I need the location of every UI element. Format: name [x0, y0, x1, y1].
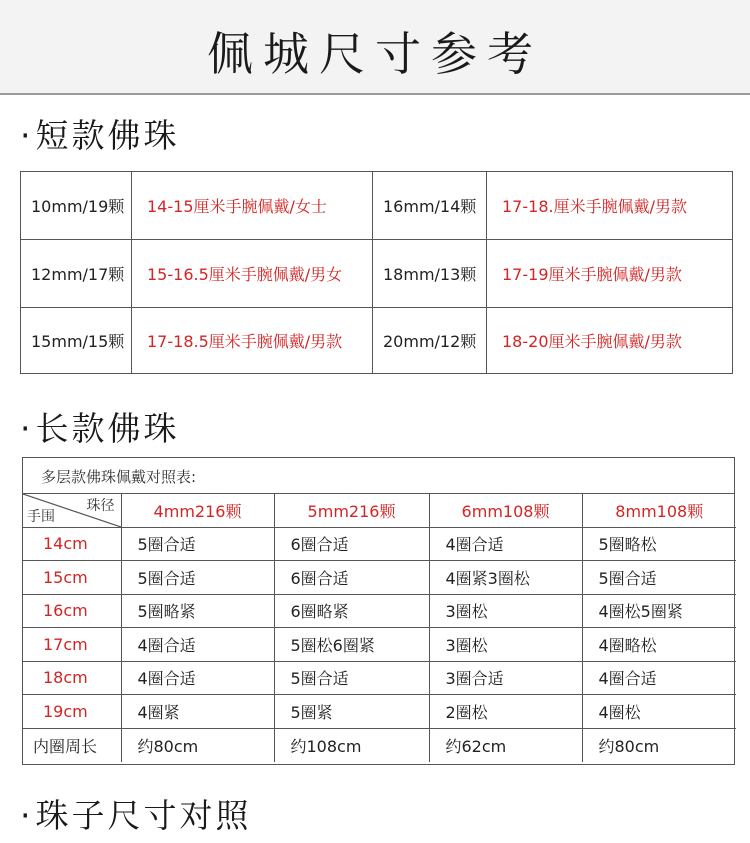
multi-layer-table — [23, 494, 736, 762]
section-title-short — [20, 110, 180, 157]
fit-cell: 5圈略松 — [582, 527, 736, 561]
bullet-dot: · — [20, 409, 34, 448]
bead-spec: 15mm/15颗 — [21, 308, 132, 374]
fit-cell: 4圈合适 — [582, 661, 736, 695]
long-size-table — [22, 457, 735, 765]
column-header: 8mm108颗 — [582, 494, 736, 527]
fit-cell: 3圈松 — [429, 628, 582, 662]
fit-text: 17-19厘米手腕佩戴/男款 — [487, 240, 733, 308]
table-caption: 多层款佛珠佩戴对照表: — [23, 458, 734, 494]
fit-cell: 5圈合适 — [121, 527, 274, 561]
fit-cell: 3圈合适 — [429, 661, 582, 695]
page-header — [0, 0, 750, 95]
wrist-size: 17cm — [23, 628, 121, 662]
table-footer-row — [23, 728, 736, 762]
fit-cell: 4圈松 — [582, 695, 736, 729]
circumference-cell: 约80cm — [121, 728, 274, 762]
fit-cell: 5圈紧 — [274, 695, 429, 729]
bead-spec: 18mm/13颗 — [373, 240, 487, 308]
circumference-cell: 约108cm — [274, 728, 429, 762]
fit-text: 15-16.5厘米手腕佩戴/男女 — [132, 240, 373, 308]
fit-cell: 4圈合适 — [121, 661, 274, 695]
circumference-cell: 约62cm — [429, 728, 582, 762]
bullet-dot: · — [20, 796, 34, 835]
wrist-size: 19cm — [23, 695, 121, 729]
fit-cell: 5圈略紧 — [121, 594, 274, 628]
corner-bottom-label: 手围 — [27, 508, 55, 525]
table-row — [21, 308, 733, 374]
corner-header — [23, 494, 121, 527]
section-title-beads — [20, 790, 252, 837]
fit-cell: 5圈合适 — [121, 561, 274, 595]
wrist-size: 15cm — [23, 561, 121, 595]
fit-cell: 4圈紧 — [121, 695, 274, 729]
wrist-size: 16cm — [23, 594, 121, 628]
table-row — [23, 561, 736, 595]
table-row — [21, 240, 733, 308]
fit-cell: 4圈松5圈紧 — [582, 594, 736, 628]
wrist-size: 14cm — [23, 527, 121, 561]
fit-cell: 6圈合适 — [274, 527, 429, 561]
fit-cell: 4圈合适 — [429, 527, 582, 561]
table-header-row — [23, 494, 736, 527]
bead-spec: 20mm/12颗 — [373, 308, 487, 374]
fit-cell: 4圈紧3圈松 — [429, 561, 582, 595]
table-row — [23, 527, 736, 561]
fit-cell: 4圈略松 — [582, 628, 736, 662]
bead-spec: 10mm/19颗 — [21, 172, 132, 240]
section-title-beads-text: 珠子尺寸对照 — [35, 796, 252, 835]
corner-top-label: 珠径 — [86, 498, 115, 514]
fit-cell: 4圈合适 — [121, 628, 274, 662]
fit-cell: 3圈松 — [429, 594, 582, 628]
fit-cell: 2圈松 — [429, 695, 582, 729]
section-title-long — [20, 403, 180, 450]
fit-text: 18-20厘米手腕佩戴/男款 — [487, 308, 733, 374]
fit-text: 14-15厘米手腕佩戴/女士 — [132, 172, 373, 240]
column-header: 6mm108颗 — [429, 494, 582, 527]
section-title-long-text: 长款佛珠 — [35, 409, 180, 448]
column-header: 4mm216颗 — [121, 494, 274, 527]
bullet-dot: · — [20, 116, 34, 155]
fit-cell: 5圈松6圈紧 — [274, 628, 429, 662]
section-title-short-text: 短款佛珠 — [35, 116, 180, 155]
circumference-cell: 约80cm — [582, 728, 736, 762]
inner-circumference-label: 内圈周长 — [23, 728, 121, 762]
table-row — [21, 172, 733, 240]
table-row — [23, 594, 736, 628]
fit-text: 17-18.5厘米手腕佩戴/男款 — [132, 308, 373, 374]
wrist-size: 18cm — [23, 661, 121, 695]
bead-spec: 16mm/14颗 — [373, 172, 487, 240]
fit-cell: 6圈略紧 — [274, 594, 429, 628]
table-row — [23, 695, 736, 729]
page-title: 佩城尺寸参考 — [207, 27, 543, 81]
table-row — [23, 661, 736, 695]
bead-spec: 12mm/17颗 — [21, 240, 132, 308]
column-header: 5mm216颗 — [274, 494, 429, 527]
short-size-table — [20, 171, 733, 374]
table-row — [23, 628, 736, 662]
fit-text: 17-18.厘米手腕佩戴/男款 — [487, 172, 733, 240]
fit-cell: 5圈合适 — [582, 561, 736, 595]
fit-cell: 6圈合适 — [274, 561, 429, 595]
fit-cell: 5圈合适 — [274, 661, 429, 695]
